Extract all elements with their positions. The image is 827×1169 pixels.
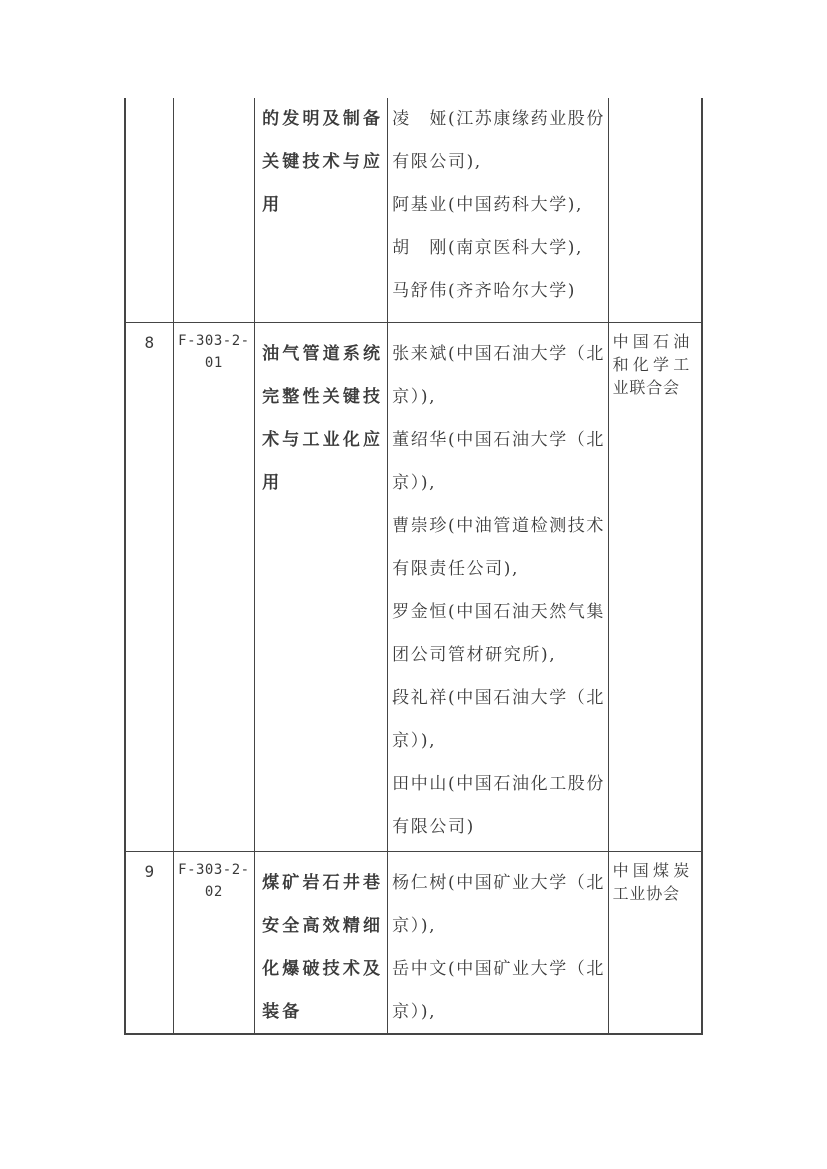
table-row xyxy=(126,852,701,1033)
contributor-line: 凌 娅(江苏康缘药业股份 xyxy=(392,109,606,129)
project-code-cell xyxy=(174,323,255,851)
title-line: 煤矿岩石井巷 xyxy=(262,873,384,893)
contributors-cell xyxy=(388,323,608,851)
nominator-line: 和化学工 xyxy=(612,355,694,374)
nominator-line: 工业协会 xyxy=(612,884,680,903)
contributor-line: 有限公司) xyxy=(392,817,475,837)
contributor-line: 段礼祥(中国石油大学（北 xyxy=(392,688,606,708)
contributor-line: 京）), xyxy=(392,731,437,751)
contributor-line: 京）), xyxy=(392,916,437,936)
title-line: 关键技术与应 xyxy=(262,152,384,172)
contributor-line: 岳中文(中国矿业大学（北 xyxy=(392,959,606,979)
title-line: 用 xyxy=(262,195,283,215)
nominator-line: 业联合会 xyxy=(612,378,680,397)
project-title-cell xyxy=(255,852,388,1033)
nominator-cell xyxy=(609,323,701,851)
title-line: 化爆破技术及 xyxy=(262,959,384,979)
title-line: 安全高效精细 xyxy=(262,916,384,936)
nominator-cell xyxy=(609,98,701,322)
contributor-line: 胡 刚(南京医科大学), xyxy=(392,238,584,258)
contributors-cell xyxy=(388,98,608,322)
row-number-cell: 8 xyxy=(126,323,174,851)
code-line: 02 xyxy=(204,884,223,900)
contributor-line: 有限公司), xyxy=(392,152,482,172)
title-line: 术与工业化应 xyxy=(262,430,384,450)
nominator-cell xyxy=(609,852,701,1033)
title-line: 装备 xyxy=(262,1002,303,1022)
title-line: 油气管道系统 xyxy=(262,344,384,364)
title-line: 完整性关键技 xyxy=(262,387,384,407)
code-line: 01 xyxy=(204,355,223,371)
contributor-line: 京）), xyxy=(392,1002,437,1022)
table-row xyxy=(126,98,701,323)
contributor-line: 马舒伟(齐齐哈尔大学) xyxy=(392,281,577,301)
code-line: F-303-2- xyxy=(178,333,250,349)
contributor-line: 罗金恒(中国石油天然气集 xyxy=(392,602,606,622)
contributor-line: 有限责任公司), xyxy=(392,559,520,579)
contributor-line: 曹崇珍(中油管道检测技术 xyxy=(392,516,606,536)
project-code-cell xyxy=(174,98,255,322)
code-line: F-303-2- xyxy=(178,862,250,878)
contributor-line: 董绍华(中国石油大学（北 xyxy=(392,430,606,450)
contributor-line: 京）), xyxy=(392,387,437,407)
nominator-line: 中国石油 xyxy=(612,332,694,351)
project-title-cell xyxy=(255,98,388,322)
row-number-cell: 9 xyxy=(126,852,174,1033)
table-row xyxy=(126,323,701,852)
title-line: 用 xyxy=(262,473,283,493)
contributors-cell xyxy=(388,852,608,1033)
title-line: 的发明及制备 xyxy=(262,109,384,129)
contributor-line: 京）), xyxy=(392,473,437,493)
contributor-line: 团公司管材研究所), xyxy=(392,645,557,665)
contributor-line: 田中山(中国石油化工股份 xyxy=(392,774,606,794)
nominator-line: 中国煤炭 xyxy=(612,861,694,880)
contributor-line: 张来斌(中国石油大学（北 xyxy=(392,344,606,364)
row-number-cell xyxy=(126,98,174,322)
awards-table xyxy=(124,98,703,1035)
contributor-line: 杨仁树(中国矿业大学（北 xyxy=(392,873,606,893)
contributor-line: 阿基业(中国药科大学), xyxy=(392,195,584,215)
project-title-cell xyxy=(255,323,388,851)
project-code-cell xyxy=(174,852,255,1033)
